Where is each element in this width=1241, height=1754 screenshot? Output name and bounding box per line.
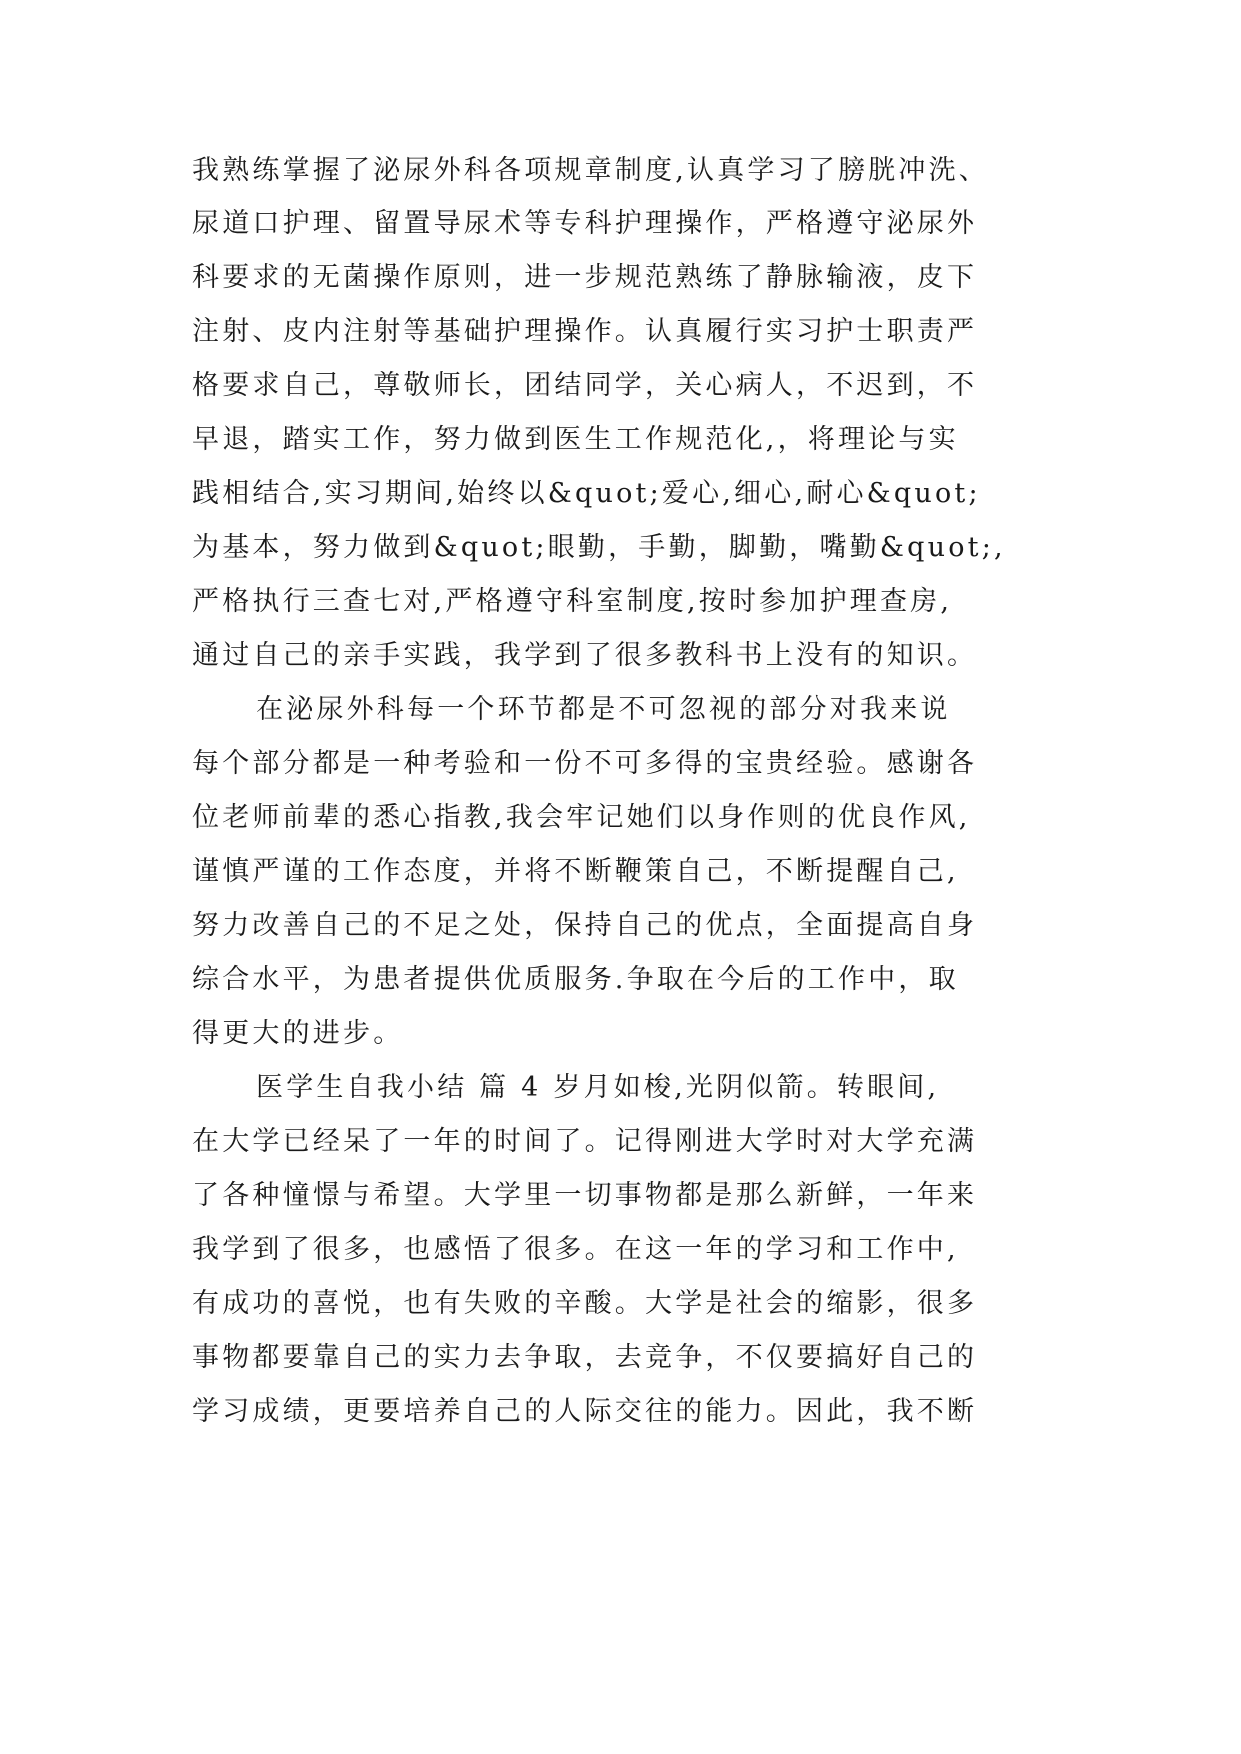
- text-line: 践相结合,实习期间,始终以&quot;爱心,细心,耐心&quot;: [192, 478, 981, 509]
- text-line: 早退，踏实工作，努力做到医生工作规范化,，将理论与实: [192, 424, 959, 455]
- text-line: 我学到了很多，也感悟了很多。在这一年的学习和工作中,: [192, 1234, 959, 1265]
- text-line: 注射、皮内注射等基础护理操作。认真履行实习护士职责严: [192, 316, 978, 347]
- text-line: 有成功的喜悦，也有失败的辛酸。大学是社会的缩影，很多: [192, 1288, 978, 1319]
- text-line: 综合水平，为患者提供优质服务.争取在今后的工作中，取: [192, 964, 959, 995]
- text-line: 尿道口护理、留置导尿术等专科护理操作，严格遵守泌尿外: [192, 208, 978, 239]
- text-line: 努力改善自己的不足之处，保持自己的优点，全面提高自身: [192, 910, 978, 941]
- text-line: 严格执行三查七对,严格遵守科室制度,按时参加护理查房,: [192, 586, 953, 617]
- text-line: 为基本，努力做到&quot;眼勤，手勤，脚勤，嘴勤&quot;,: [192, 532, 1006, 563]
- text-line: 位老师前辈的悉心指教,我会牢记她们以身作则的优良作风,: [192, 802, 971, 833]
- text-line: 每个部分都是一种考验和一份不可多得的宝贵经验。感谢各: [192, 748, 978, 779]
- text-line: 在大学已经呆了一年的时间了。记得刚进大学时对大学充满: [192, 1126, 978, 1157]
- text-line: 了各种憧憬与希望。大学里一切事物都是那么新鲜，一年来: [192, 1180, 978, 1211]
- text-line: 我熟练掌握了泌尿外科各项规章制度,认真学习了膀胱冲洗、: [192, 155, 989, 186]
- text-line: 谨慎严谨的工作态度，并将不断鞭策自己，不断提醒自己,: [192, 856, 959, 887]
- text-line: 事物都要靠自己的实力去争取，去竞争，不仅要搞好自己的: [192, 1342, 978, 1373]
- text-line: 通过自己的亲手实践，我学到了很多教科书上没有的知识。: [192, 640, 978, 671]
- section-heading-line: 医学生自我小结 篇 4 岁月如梭,光阴似箭。转眼间,: [256, 1072, 940, 1103]
- text-line: 学习成绩，更要培养自己的人际交往的能力。因此，我不断: [192, 1396, 978, 1427]
- text-line: 格要求自己，尊敬师长，团结同学，关心病人，不迟到，不: [192, 370, 978, 401]
- text-line: 在泌尿外科每一个环节都是不可忽视的部分对我来说: [256, 694, 951, 725]
- text-line: 科要求的无菌操作原则，进一步规范熟练了静脉输液，皮下: [192, 262, 978, 293]
- text-line: 得更大的进步。: [192, 1018, 404, 1049]
